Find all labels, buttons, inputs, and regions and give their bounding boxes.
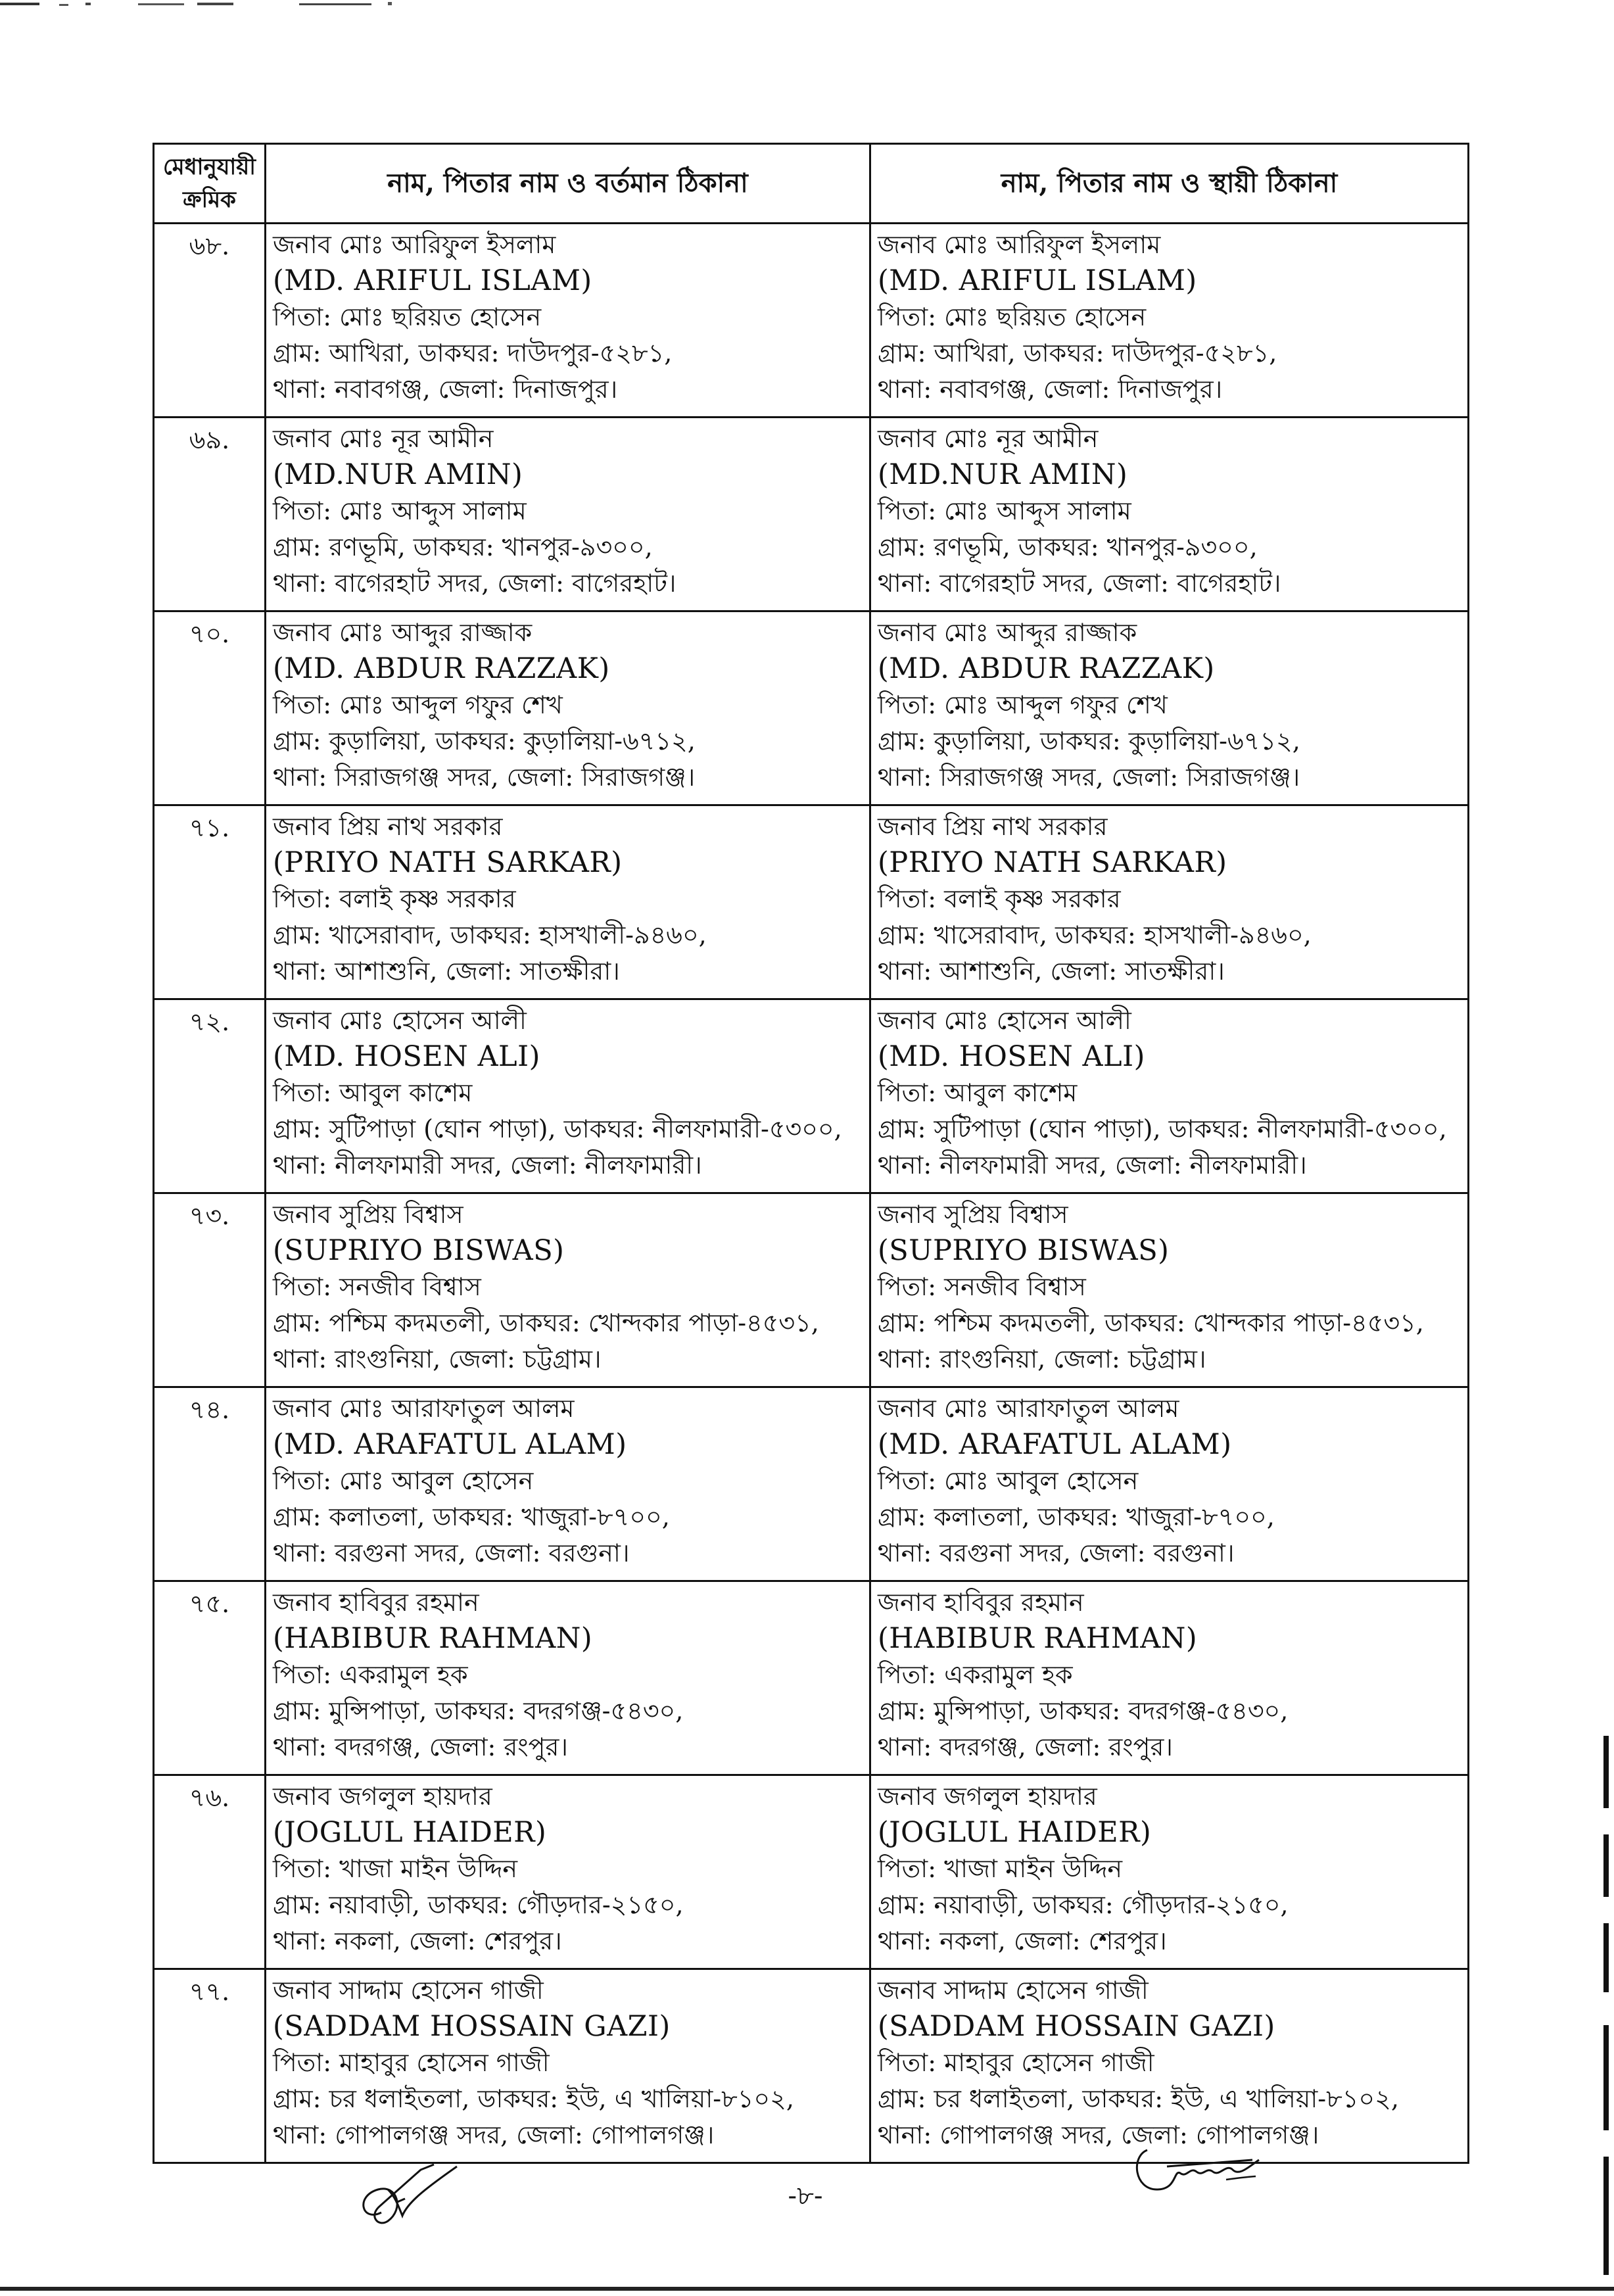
candidate-name-bn: জনাব মোঃ আরাফাতুল আলম (273, 1394, 575, 1423)
scan-edge-mark (1603, 1834, 1609, 1897)
candidate-name-bn: জনাব মোঃ নূর আমীন (878, 424, 1099, 453)
upazila-district: থানা: আশাশুনি, জেলা: সাতক্ষীরা। (273, 957, 620, 986)
table-row (154, 999, 1469, 1193)
candidate-name-en: (PRIYO NATH SARKAR) (273, 846, 623, 879)
current-address-cell (266, 418, 870, 611)
village-post: গ্রাম: নয়াবাড়ী, ডাকঘর: গৌড়দার-২১৫০, (878, 1890, 1289, 1919)
scan-noise-marks (0, 0, 421, 16)
candidate-name-bn: জনাব প্রিয় নাথ সরকার (878, 812, 1108, 841)
serial-number: ৭০. (154, 611, 266, 805)
current-address-cell (266, 1775, 870, 1969)
candidate-name-bn: জনাব জগলুল হায়দার (878, 1782, 1097, 1811)
father-name: পিতা: খাজা মাইন উদ্দিন (273, 1854, 518, 1883)
candidate-name-en: (MD. ABDUR RAZZAK) (878, 652, 1215, 685)
header-permanent-address: নাম, পিতার নাম ও স্থায়ী ঠিকানা (870, 144, 1469, 224)
table-row (154, 1969, 1469, 2163)
village-post: গ্রাম: চর ধলাইতলা, ডাকঘর: ইউ, এ খালিয়া-৮১০২, (273, 2084, 794, 2113)
village-post: গ্রাম: কলাতলা, ডাকঘর: খাজুরা-৮৭০০, (273, 1502, 670, 1531)
village-post: গ্রাম: খাসেরাবাদ, ডাকঘর: হাসখালী-৯৪৬০, (878, 921, 1312, 949)
candidate-name-bn: জনাব হাবিবুর রহমান (273, 1588, 479, 1617)
father-name: পিতা: মোঃ ছরিয়ত হোসেন (273, 302, 542, 331)
scan-edge-mark (1603, 1736, 1609, 1808)
upazila-district: থানা: নবাবগঞ্জ, জেলা: দিনাজপুর। (878, 375, 1223, 404)
serial-number: ৭২. (154, 999, 266, 1193)
village-post: গ্রাম: কুড়ালিয়া, ডাকঘর: কুড়ালিয়া-৬৭১২, (878, 727, 1300, 755)
upazila-district: থানা: নবাবগঞ্জ, জেলা: দিনাজপুর। (273, 375, 618, 404)
serial-number: ৬৯. (154, 418, 266, 611)
current-address-cell (266, 1387, 870, 1581)
candidate-name-bn: জনাব মোঃ হোসেন আলী (273, 1006, 527, 1035)
scan-edge-mark (1603, 2025, 1609, 2130)
upazila-district: থানা: আশাশুনি, জেলা: সাতক্ষীরা। (878, 957, 1225, 986)
candidate-name-en: (JOGLUL HAIDER) (878, 1816, 1152, 1849)
candidate-name-bn: জনাব মোঃ আরিফুল ইসলাম (273, 230, 556, 259)
father-name: পিতা: একরামুল হক (273, 1660, 468, 1689)
upazila-district: থানা: বাগেরহাট সদর, জেলা: বাগেরহাট। (878, 569, 1281, 598)
village-post: গ্রাম: আখিরা, ডাকঘর: দাউদপুর-৫২৮১, (273, 339, 673, 368)
permanent-address-cell (870, 1387, 1469, 1581)
table-row (154, 224, 1469, 418)
upazila-district: থানা: রাংগুনিয়া, জেলা: চট্টগ্রাম। (273, 1345, 602, 1374)
candidate-name-bn: জনাব সুপ্রিয় বিশ্বাস (878, 1200, 1068, 1229)
scan-edge-mark (1603, 1923, 1609, 1992)
serial-number: ৭৩. (154, 1193, 266, 1387)
scan-bottom-edge (0, 2287, 1614, 2291)
upazila-district: থানা: নীলফামারী সদর, জেলা: নীলফামারী। (878, 1151, 1307, 1180)
candidate-name-bn: জনাব হাবিবুর রহমান (878, 1588, 1084, 1617)
candidate-name-en: (SUPRIYO BISWAS) (273, 1234, 565, 1267)
current-address-cell (266, 224, 870, 418)
father-name: পিতা: সনজীব বিশ্বাস (273, 1272, 481, 1301)
candidate-name-bn: জনাব সুপ্রিয় বিশ্বাস (273, 1200, 463, 1229)
serial-number: ৭৪. (154, 1387, 266, 1581)
signature-left (342, 2150, 473, 2236)
upazila-district: থানা: সিরাজগঞ্জ সদর, জেলা: সিরাজগঞ্জ। (273, 763, 696, 792)
upazila-district: থানা: বদরগঞ্জ, জেলা: রংপুর। (878, 1733, 1173, 1761)
candidate-name-bn: জনাব প্রিয় নাথ সরকার (273, 812, 503, 841)
village-post: গ্রাম: মুন্সিপাড়া, ডাকঘর: বদরগঞ্জ-৫৪৩০, (878, 1696, 1289, 1725)
candidate-name-bn: জনাব মোঃ নূর আমীন (273, 424, 494, 453)
permanent-address-cell (870, 1775, 1469, 1969)
village-post: গ্রাম: পশ্চিম কদমতলী, ডাকঘর: খোন্দকার পাড়া-৪৫৩১, (273, 1308, 819, 1337)
candidate-name-bn: জনাব মোঃ আরাফাতুল আলম (878, 1394, 1179, 1423)
upazila-district: থানা: নকলা, জেলা: শেরপুর। (878, 1926, 1167, 1955)
signature-right (1127, 2140, 1272, 2206)
upazila-district: থানা: নকলা, জেলা: শেরপুর। (273, 1926, 562, 1955)
candidate-name-en: (HABIBUR RAHMAN) (878, 1622, 1198, 1655)
father-name: পিতা: মোঃ ছরিয়ত হোসেন (878, 302, 1147, 331)
table-row (154, 611, 1469, 805)
page-number: -৮- (788, 2181, 823, 2211)
father-name: পিতা: খাজা মাইন উদ্দিন (878, 1854, 1123, 1883)
candidate-name-bn: জনাব মোঃ আরিফুল ইসলাম (878, 230, 1161, 259)
father-name: পিতা: মাহাবুর হোসেন গাজী (878, 2048, 1154, 2077)
candidate-name-en: (SADDAM HOSSAIN GAZI) (878, 2010, 1275, 2043)
father-name: পিতা: একরামুল হক (878, 1660, 1073, 1689)
table-row (154, 418, 1469, 611)
father-name: পিতা: মোঃ আব্দুল গফুর শেখ (878, 690, 1168, 719)
candidate-name-bn: জনাব সাদ্দাম হোসেন গাজী (273, 1976, 544, 2005)
village-post: গ্রাম: রণভূমি, ডাকঘর: খানপুর-৯৩০০, (878, 533, 1258, 562)
table-row (154, 1581, 1469, 1775)
scan-edge-mark (1603, 2157, 1609, 2275)
upazila-district: থানা: নীলফামারী সদর, জেলা: নীলফামারী। (273, 1151, 702, 1180)
current-address-cell (266, 999, 870, 1193)
father-name: পিতা: মোঃ আবুল হোসেন (273, 1466, 534, 1495)
permanent-address-cell (870, 418, 1469, 611)
header-current-address: নাম, পিতার নাম ও বর্তমান ঠিকানা (266, 144, 870, 224)
candidate-name-bn: জনাব জগলুল হায়দার (273, 1782, 492, 1811)
father-name: পিতা: বলাই কৃষ্ণ সরকার (878, 884, 1121, 913)
candidate-name-en: (HABIBUR RAHMAN) (273, 1622, 593, 1655)
table-row (154, 1775, 1469, 1969)
current-address-cell (266, 611, 870, 805)
village-post: গ্রাম: নয়াবাড়ী, ডাকঘর: গৌড়দার-২১৫০, (273, 1890, 684, 1919)
candidate-name-bn: জনাব মোঃ আব্দুর রাজ্জাক (273, 618, 533, 647)
current-address-cell (266, 805, 870, 999)
father-name: পিতা: মোঃ আব্দুস সালাম (273, 496, 527, 525)
village-post: গ্রাম: কলাতলা, ডাকঘর: খাজুরা-৮৭০০, (878, 1502, 1275, 1531)
table-header-row (154, 144, 1469, 224)
candidate-name-en: (MD. ARAFATUL ALAM) (878, 1428, 1232, 1461)
village-post: গ্রাম: আখিরা, ডাকঘর: দাউদপুর-৫২৮১, (878, 339, 1277, 368)
upazila-district: থানা: রাংগুনিয়া, জেলা: চট্টগ্রাম। (878, 1345, 1206, 1374)
candidate-name-en: (MD. ABDUR RAZZAK) (273, 652, 610, 685)
upazila-district: থানা: বরগুনা সদর, জেলা: বরগুনা। (273, 1539, 630, 1567)
candidate-name-en: (MD. ARIFUL ISLAM) (273, 264, 592, 297)
table-row (154, 1193, 1469, 1387)
father-name: পিতা: আবুল কাশেম (273, 1078, 473, 1107)
permanent-address-cell (870, 1969, 1469, 2163)
current-address-cell (266, 1581, 870, 1775)
candidate-name-en: (MD. ARIFUL ISLAM) (878, 264, 1197, 297)
candidate-name-bn: জনাব মোঃ আব্দুর রাজ্জাক (878, 618, 1137, 647)
father-name: পিতা: মোঃ আব্দুস সালাম (878, 496, 1131, 525)
candidate-name-en: (MD. ARAFATUL ALAM) (273, 1428, 627, 1461)
table-row (154, 1387, 1469, 1581)
candidate-name-en: (MD. HOSEN ALI) (878, 1040, 1145, 1073)
village-post: গ্রাম: চর ধলাইতলা, ডাকঘর: ইউ, এ খালিয়া-৮১০২, (878, 2084, 1399, 2113)
candidate-name-bn: জনাব মোঃ হোসেন আলী (878, 1006, 1131, 1035)
father-name: পিতা: সনজীব বিশ্বাস (878, 1272, 1086, 1301)
upazila-district: থানা: বাগেরহাট সদর, জেলা: বাগেরহাট। (273, 569, 676, 598)
candidate-name-en: (JOGLUL HAIDER) (273, 1816, 547, 1849)
father-name: পিতা: আবুল কাশেম (878, 1078, 1078, 1107)
current-address-cell (266, 1193, 870, 1387)
permanent-address-cell (870, 224, 1469, 418)
village-post: গ্রাম: মুন্সিপাড়া, ডাকঘর: বদরগঞ্জ-৫৪৩০, (273, 1696, 684, 1725)
serial-number: ৭৭. (154, 1969, 266, 2163)
father-name: পিতা: মাহাবুর হোসেন গাজী (273, 2048, 550, 2077)
permanent-address-cell (870, 999, 1469, 1193)
village-post: গ্রাম: সুটিপাড়া (ঘোন পাড়া), ডাকঘর: নীলফামারী-৫৩০০, (273, 1114, 842, 1143)
permanent-address-cell (870, 1581, 1469, 1775)
candidate-name-en: (PRIYO NATH SARKAR) (878, 846, 1227, 879)
father-name: পিতা: বলাই কৃষ্ণ সরকার (273, 884, 516, 913)
upazila-district: থানা: বদরগঞ্জ, জেলা: রংপুর। (273, 1733, 568, 1761)
serial-number: ৬৮. (154, 224, 266, 418)
current-address-cell (266, 1969, 870, 2163)
candidate-name-en: (SADDAM HOSSAIN GAZI) (273, 2010, 671, 2043)
father-name: পিতা: মোঃ আব্দুল গফুর শেখ (273, 690, 563, 719)
village-post: গ্রাম: সুটিপাড়া (ঘোন পাড়া), ডাকঘর: নীলফামারী-৫৩০০, (878, 1114, 1447, 1143)
serial-number: ৭৫. (154, 1581, 266, 1775)
upazila-district: থানা: গোপালগঞ্জ সদর, জেলা: গোপালগঞ্জ। (273, 2120, 715, 2149)
village-post: গ্রাম: রণভূমি, ডাকঘর: খানপুর-৯৩০০, (273, 533, 653, 562)
serial-number: ৭১. (154, 805, 266, 999)
village-post: গ্রাম: কুড়ালিয়া, ডাকঘর: কুড়ালিয়া-৬৭১২, (273, 727, 696, 755)
candidate-name-en: (MD.NUR AMIN) (273, 458, 523, 491)
village-post: গ্রাম: খাসেরাবাদ, ডাকঘর: হাসখালী-৯৪৬০, (273, 921, 707, 949)
table-row (154, 805, 1469, 999)
upazila-district: থানা: বরগুনা সদর, জেলা: বরগুনা। (878, 1539, 1235, 1567)
candidate-name-en: (MD.NUR AMIN) (878, 458, 1128, 491)
candidate-name-en: (MD. HOSEN ALI) (273, 1040, 540, 1073)
permanent-address-cell (870, 805, 1469, 999)
merit-list-table (153, 143, 1469, 2164)
village-post: গ্রাম: পশ্চিম কদমতলী, ডাকঘর: খোন্দকার পাড়া-৪৫৩১, (878, 1308, 1424, 1337)
header-serial: মেধানুযায়ী ক্রমিক (154, 144, 266, 224)
upazila-district: থানা: সিরাজগঞ্জ সদর, জেলা: সিরাজগঞ্জ। (878, 763, 1300, 792)
serial-number: ৭৬. (154, 1775, 266, 1969)
upazila-district: থানা: গোপালগঞ্জ সদর, জেলা: গোপালগঞ্জ। (878, 2120, 1319, 2149)
candidate-name-bn: জনাব সাদ্দাম হোসেন গাজী (878, 1976, 1149, 2005)
permanent-address-cell (870, 611, 1469, 805)
permanent-address-cell (870, 1193, 1469, 1387)
candidate-name-en: (SUPRIYO BISWAS) (878, 1234, 1170, 1267)
father-name: পিতা: মোঃ আবুল হোসেন (878, 1466, 1139, 1495)
